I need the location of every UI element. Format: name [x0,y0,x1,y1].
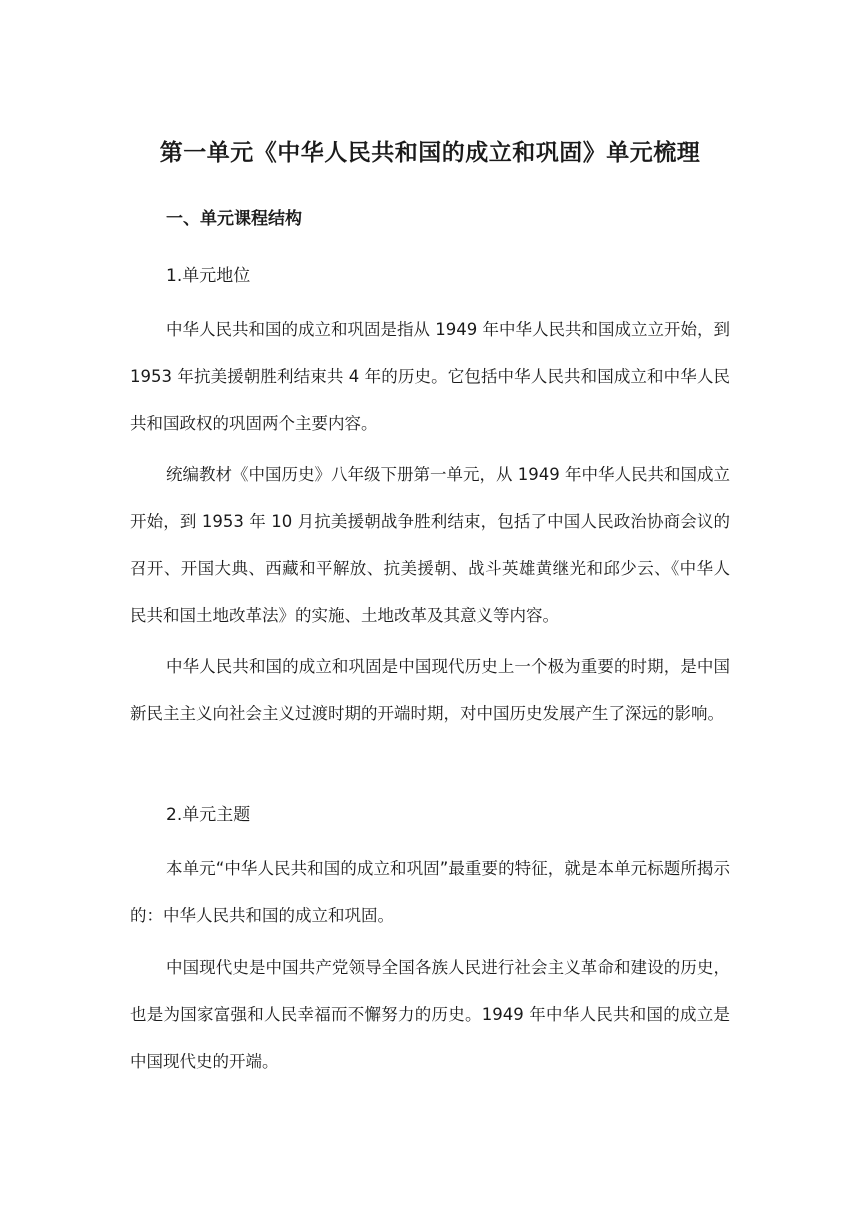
subheading-unit-theme: 2.单元主题 [166,805,251,825]
paragraph-2: 统编教材《中国历史》八年级下册第一单元，从 1949 年中华人民共和国成立开始，到 1953 年 10 月抗美援朝战争胜利结束，包括了中国人民政治协商会议的召开、开国大典、西藏和平解放、抗美援朝、战斗英雄黄继光和邱少云、《中华人民共和国土地改革法》的实施、土地改革及其意义等内容。 [130,465,730,625]
subheading-unit-position: 1.单元地位 [166,266,251,286]
paragraph-3: 中华人民共和国的成立和巩固是中国现代历史上一个极为重要的时期，是中国新民主主义向社会主义过渡时期的开端时期，对中国历史发展产生了深远的影响。 [130,657,730,723]
section-heading: 一、单元课程结构 [166,209,302,229]
paragraph-5: 中国现代史是中国共产党领导全国各族人民进行社会主义革命和建设的历史，也是为国家富强和人民幸福而不懈努力的历史。1949 年中华人民共和国的成立是中国现代史的开端。 [130,958,730,1071]
document-title: 第一单元《中华人民共和国的成立和巩固》单元梳理 [159,140,701,166]
paragraph-4: 本单元“中华人民共和国的成立和巩固”最重要的特征，就是本单元标题所揭示的：中华人民共和国的成立和巩固。 [130,859,730,925]
paragraph-1: 中华人民共和国的成立和巩固是指从 1949 年中华人民共和国成立立开始，到 1953 年抗美援朝胜利结束共 4 年的历史。它包括中华人民共和国成立和中华人民共和国政权的巩固两个主要内容。 [130,320,730,433]
